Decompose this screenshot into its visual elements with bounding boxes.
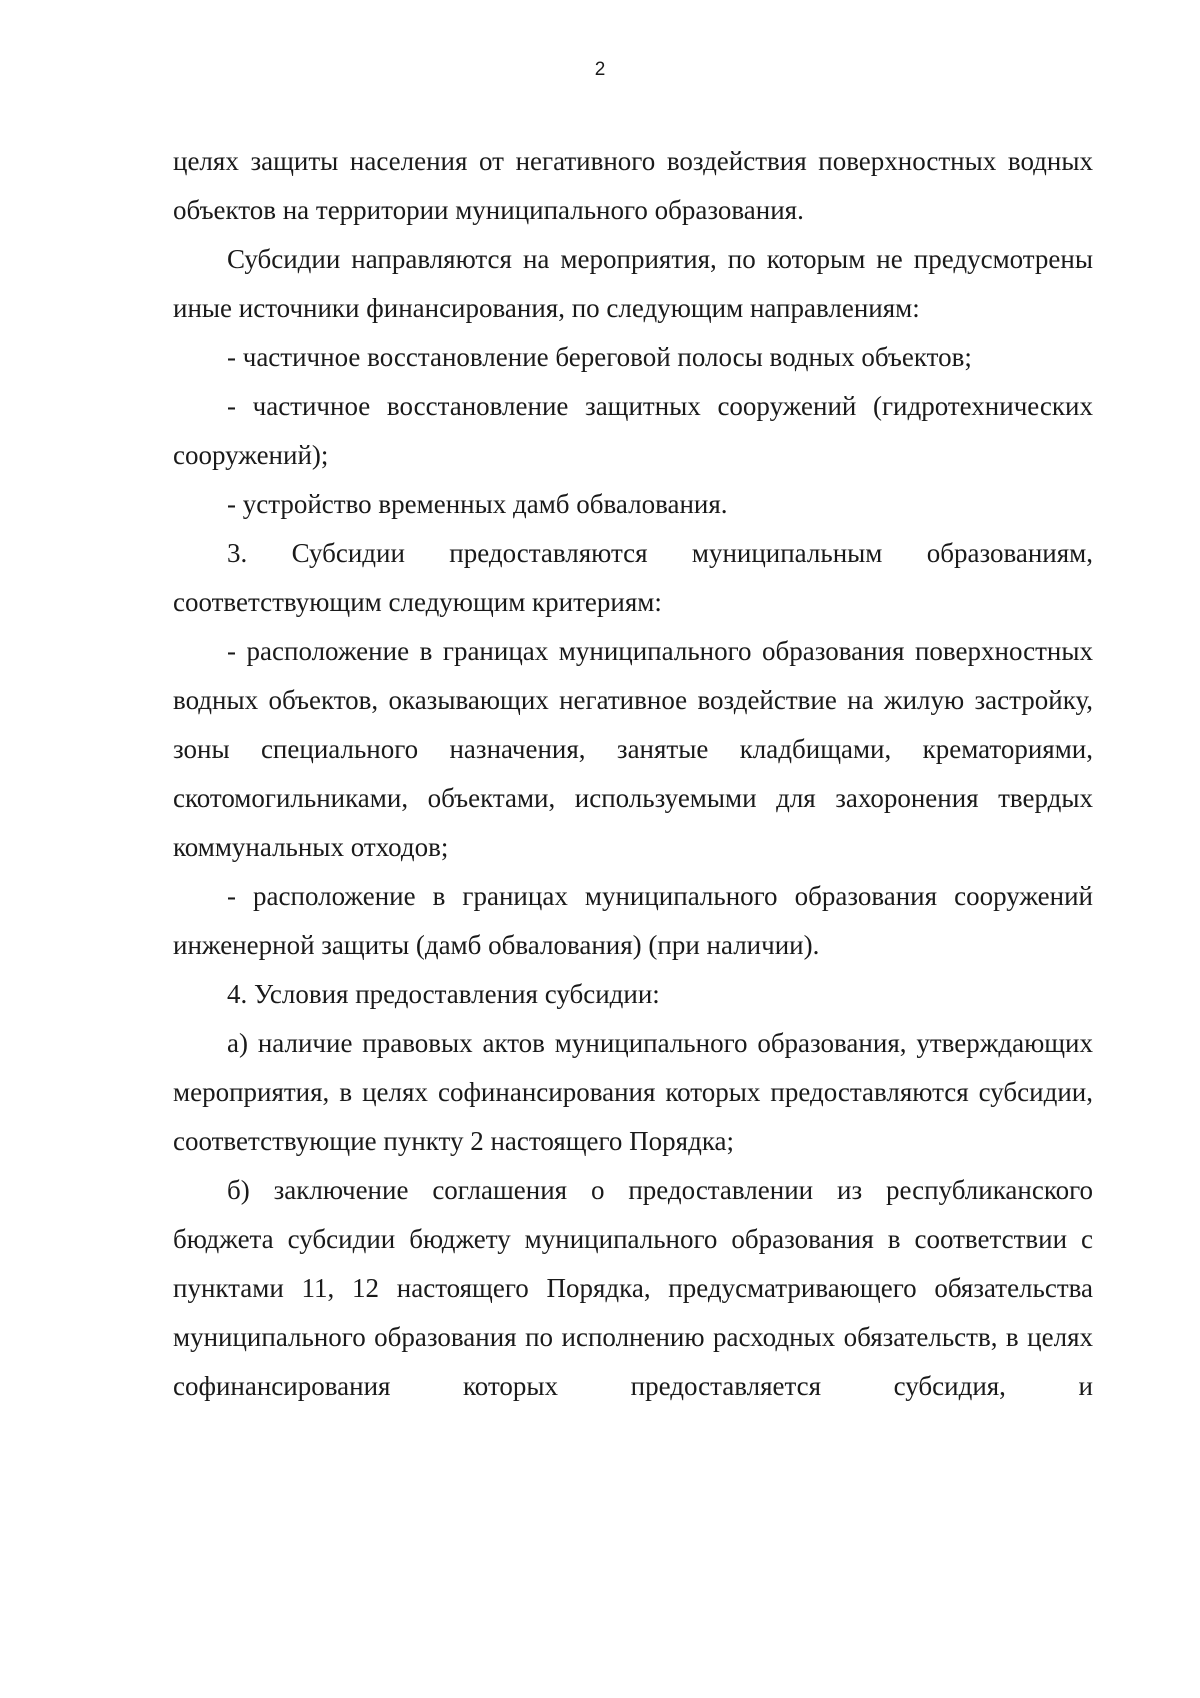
paragraph: 4. Условия предоставления субсидии:	[227, 979, 660, 1009]
list-item: - частичное восстановление береговой полосы водных объектов;	[227, 342, 972, 372]
list-item: - устройство временных дамб обвалования.	[227, 489, 728, 519]
paragraph: Субсидии направляются на мероприятия, по которым не предусмотрены иные источники финансирования, по следующим направлениям:	[173, 244, 1093, 323]
list-item: а) наличие правовых актов муниципального образования, утверждающих мероприятия, в целях софинансирования которых предоставляются субсидии, соответствующие пункту 2 настоящего Порядка;	[173, 1028, 1093, 1156]
paragraph: целях защиты населения от негативного воздействия поверхностных водных объектов на территории муниципального образования.	[173, 146, 1093, 225]
document-body	[173, 137, 1093, 1411]
list-item: - частичное восстановление защитных сооружений (гидротехнических сооружений);	[173, 391, 1093, 470]
list-item: б) заключение соглашения о предоставлении из республиканского бюджета субсидии бюджету муниципального образования в соответствии с пунктами 11, 12 настоящего Порядка, предусматривающего обязательства муниципального образования по исполнению расходных обязательств, в целях софинансирования которых предоставляется субсидия, и	[173, 1175, 1093, 1401]
paragraph: 3. Субсидии предоставляются муниципальным образованиям, соответствующим следующим критериям:	[173, 538, 1093, 617]
page-number: 2	[594, 59, 606, 80]
list-item: - расположение в границах муниципального образования поверхностных водных объектов, оказывающих негативное воздействие на жилую застройку, зоны специального назначения, занятые кладбищами, крематориями, скотомогильниками, объектами, используемыми для захоронения твердых коммунальных отходов;	[173, 636, 1093, 862]
list-item: - расположение в границах муниципального образования сооружений инженерной защиты (дамб обвалования) (при наличии).	[173, 881, 1093, 960]
